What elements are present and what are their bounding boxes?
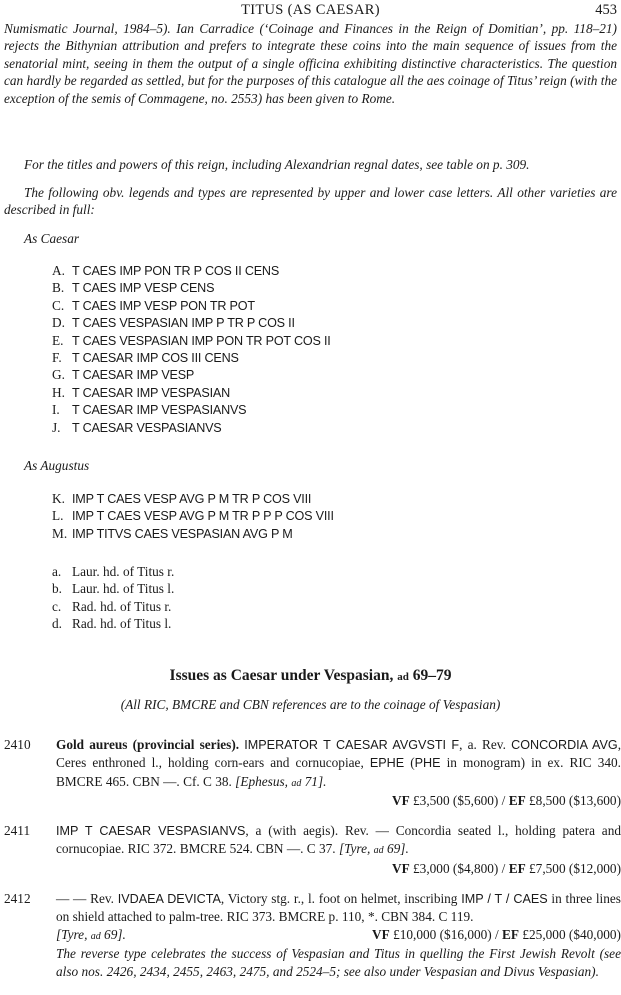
caesar-legend-list <box>52 262 612 436</box>
obverse-legend-item-key: B. <box>52 280 65 296</box>
entry-text: , Victory stg. r., l. foot on helmet, inscribing <box>220 891 462 906</box>
section-ad: ad <box>397 671 409 683</box>
obverse-legend-item-key: A. <box>52 263 65 278</box>
obverse-legend: IMP T CAESAR VESPASIANVS <box>56 824 246 838</box>
section-title: Issues as Caesar under Vespasian, <box>169 667 394 684</box>
obverse-type-item-key: c. <box>52 598 62 614</box>
obverse-legend-item-key: K. <box>52 491 65 506</box>
section-note: (All RIC, BMCRE and CBN references are to the coinage of Vespasian) <box>120 697 501 712</box>
obverse-type-item <box>52 563 612 580</box>
obverse-legend-item-key: I. <box>52 402 60 418</box>
obverse-legend-item-text: T CAESAR IMP VESPASIANVS <box>72 403 247 418</box>
obverse-legend-item <box>52 332 612 349</box>
entry-number: 2411 <box>4 823 31 838</box>
ef-label: EF <box>508 860 526 876</box>
price-line: VF £3,000 ($4,800) / EF £7,500 ($12,000) <box>391 860 621 876</box>
obverse-legend-item <box>52 349 612 366</box>
entry-number: 2410 <box>4 737 31 752</box>
section-years: 69–79 <box>412 667 452 684</box>
reverse-legend: CONCORDIA AVG <box>511 738 618 752</box>
mint-attribution: [Tyre, ad 69]. <box>338 841 409 857</box>
mint-attribution: [Tyre, ad 69]. <box>56 926 126 942</box>
obverse-legend-item-text: T CAESAR VESPASIANVS <box>72 420 222 435</box>
section-heading <box>0 667 621 685</box>
page-number: 453 <box>595 2 617 18</box>
obverse-legend-item-text: T CAES IMP PON TR P COS II CENS <box>72 264 280 278</box>
obverse-type-item-key: b. <box>52 581 62 597</box>
ef-price: £8,500 ($13,600) <box>529 793 621 809</box>
obverse-legend-item-text: T CAESAR IMP VESPASIAN <box>72 385 230 400</box>
as-caesar-heading: As Caesar <box>24 231 80 246</box>
entry-text: — — Rev. <box>56 891 118 906</box>
obverse-legend-item-key: D. <box>52 315 65 331</box>
obverse-legend-item-text: T CAESAR IMP VESP <box>72 368 195 383</box>
intro-paragraph-2: For the titles and powers of this reign, including Alexandrian regnal dates, see table on p. 309. <box>24 157 530 172</box>
obverse-legend-item-key: C. <box>52 297 65 313</box>
entry-title: Gold aureus (provincial series). <box>56 737 240 752</box>
price-line: VF £10,000 ($16,000) / EF £25,000 ($40,000) <box>372 926 621 942</box>
obverse-type-item <box>52 615 612 632</box>
obverse-type-item <box>52 580 612 597</box>
obverse-legend-item-text: IMP T CAES VESP AVG P M TR P COS VIII <box>72 492 312 506</box>
obverse-legend-item-key: G. <box>52 367 65 383</box>
obverse-legend-item-text: T CAES VESPASIAN IMP PON TR POT COS II <box>72 333 331 348</box>
entry-comment: The reverse type celebrates the success of Vespasian and Titus in quelling the First Jewish Revolt (see also nos. 2426, 2434, 2455, 2463, 2475, and 2524–5; see also under Vespasian and Divus Vespasian). <box>56 946 621 979</box>
entry-text: , Ceres enthroned l., holding corn-ears and cornucopiae, <box>56 737 621 771</box>
ef-price: £25,000 ($40,000) <box>522 926 621 942</box>
mint-mark-monogram: PHE <box>414 756 441 771</box>
intro-paragraph-3: The following obv. legends and types are represented by upper and lower case letters. All other varieties are described in full: <box>4 185 617 218</box>
obverse-legend-item-text: IMP T CAES VESP AVG P M TR P P P COS VIII <box>72 509 334 524</box>
obverse-legend-item-text: T CAES IMP VESP PON TR POT <box>72 298 255 313</box>
vf-price: £3,500 ($5,600) <box>413 793 499 809</box>
running-title: TITUS (AS CAESAR) <box>241 2 380 18</box>
obverse-legend-item <box>52 419 612 436</box>
vf-price: £3,000 ($4,800) <box>413 860 499 876</box>
obverse-legend-item-text: T CAES IMP VESP CENS <box>72 281 215 296</box>
obverse-legend-item-text: T CAES VESPASIAN IMP P TR P COS II <box>72 316 295 331</box>
obverse-legend-item <box>52 525 612 542</box>
ef-label: EF <box>502 926 520 942</box>
ef-price: £7,500 ($12,000) <box>529 860 621 876</box>
obverse-type-item-text: Rad. hd. of Titus l. <box>72 616 172 632</box>
obverse-legend-item <box>52 314 612 331</box>
ef-label: EF <box>508 793 526 809</box>
obverse-legend-item <box>52 279 612 296</box>
obverse-legend-item-key: M. <box>52 525 68 541</box>
obverse-legend-item-text: IMP TITVS CAES VESPASIAN AVG P M <box>72 526 293 541</box>
obverse-type-item <box>52 598 612 615</box>
obverse-type-item-text: Laur. hd. of Titus r. <box>72 564 175 579</box>
augustus-legend-list <box>52 490 612 542</box>
obverse-type-item-text: Laur. hd. of Titus l. <box>72 581 175 597</box>
entry-text: ( <box>404 755 415 771</box>
price-line: VF £3,500 ($5,600) / EF £8,500 ($13,600) <box>391 793 621 809</box>
obverse-legend-item-key: J. <box>52 419 61 435</box>
reverse-legend: IVDAEA DEVICTA <box>117 892 221 906</box>
entry-body <box>56 822 621 877</box>
type-list <box>52 563 612 633</box>
obverse-legend: IMPERATOR T CAESAR AVGVSTI F <box>244 738 460 752</box>
obverse-legend-item-key: H. <box>52 384 65 400</box>
mint-mark: EPHE <box>369 756 405 771</box>
entry-body <box>56 736 621 810</box>
mint-attribution: [Ephesus, ad 71]. <box>235 773 327 789</box>
entry-number: 2412 <box>4 891 31 906</box>
attribution-price-line <box>56 926 621 945</box>
obverse-legend-item <box>52 384 612 401</box>
obverse-type-item-text: Rad. hd. of Titus r. <box>72 598 172 614</box>
obverse-legend-item-key: L. <box>52 508 64 524</box>
obverse-type-item-key: a. <box>52 564 62 579</box>
entry-text: , a. Rev. <box>459 737 512 752</box>
obverse-legend-item-key: F. <box>52 349 62 365</box>
obverse-legend-item-text: T CAESAR IMP COS III CENS <box>72 350 239 365</box>
obverse-type-item-key: d. <box>52 616 62 632</box>
vf-label: VF <box>391 793 410 809</box>
vf-price: £10,000 ($16,000) <box>393 926 492 942</box>
entry-text: , a (with aegis). Rev. — Concordia seated l., holding patera and cornucopiae. RIC 372. BMCRE 524. CBN —. C 37. <box>56 823 621 857</box>
obverse-legend-item <box>52 507 612 524</box>
entry-text: in three lines on shield attached to palm-tree. RIC 373. BMCRE p. 110, *. CBN 384. C 119. <box>56 891 621 925</box>
entry-body <box>56 890 621 980</box>
obverse-legend-item-key: E. <box>52 332 64 348</box>
vf-label: VF <box>391 860 410 876</box>
obverse-legend-item <box>52 262 612 279</box>
intro-paragraph-1: Numismatic Journal, 1984–5). Ian Carradice (‘Coinage and Finances in the Reign of Domitian’, pp. 118–21) rejects the Bithynian attribution and prefers to integrate these coins into the main sequence of issues from the senatorial mint, seeing in them the output of a single officina exhibiting distinctive characteristics. The question can hardly be regarded as settled, but for the purposes of this catalogue all the aes coinage of Titus’ reign (with the exception of the semis of Commagene, no. 2553) has been given to Rome. <box>4 21 617 106</box>
as-augustus-heading: As Augustus <box>24 458 90 473</box>
entry-text: in monogram) in ex. RIC 340. BMCRE 465. CBN —. Cf. C 38. <box>56 755 621 789</box>
obverse-legend-item <box>52 401 612 418</box>
obverse-legend-item <box>52 297 612 314</box>
obverse-legend-item <box>52 490 612 507</box>
running-header <box>0 2 621 20</box>
shield-inscription: IMP / T / CAES <box>461 892 548 906</box>
obverse-legend-item <box>52 366 612 383</box>
vf-label: VF <box>372 926 390 942</box>
